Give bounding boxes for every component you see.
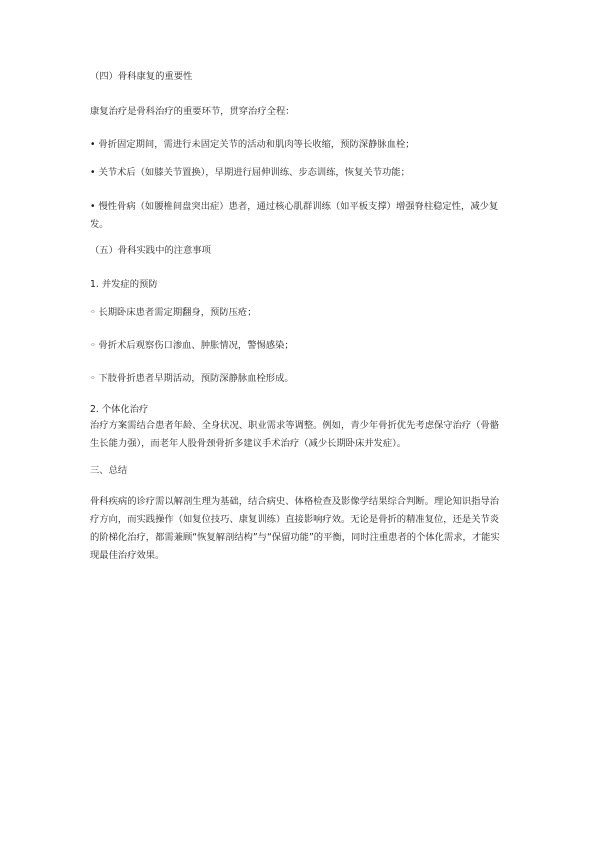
section5-sub2-text: 治疗方案需结合患者年龄、全身状况、职业需求等调整。例如，青少年骨折优先考虑保守治疗（骨骼生长能力强），而老年人股骨颈骨折多建议手术治疗（减少长期卧床并发症）。 xyxy=(90,420,500,449)
section4-bullet-1: • 骨折固定期间，需进行未固定关节的活动和肌肉等长收缩，预防深静脉血栓； xyxy=(90,139,415,150)
section5-heading: （五）骨科实践中的注意事项 xyxy=(90,245,211,256)
section5-sub1-item-2: ◦ 骨折术后观察伤口渗血、肿胀情况，警惕感染； xyxy=(90,340,294,351)
section4-intro: 康复治疗是骨科治疗的重要环节，贯穿治疗全程： xyxy=(90,106,295,117)
section5-sub2-title: 2. 个体化治疗 xyxy=(90,404,149,415)
summary-heading: 三、总结 xyxy=(90,465,128,476)
section5-sub1-item-3: ◦ 下肢骨折患者早期活动，预防深静脉血栓形成。 xyxy=(90,373,294,384)
section4-heading: （四）骨科康复的重要性 xyxy=(90,71,193,82)
section4-bullet-2: • 关节术后（如膝关节置换），早期进行屈伸训练、步态训练，恢复关节功能； xyxy=(90,167,410,178)
section5-sub1-item-1: ◦ 长期卧床患者需定期翻身，预防压疮； xyxy=(90,307,257,318)
section5-sub1-title: 1. 并发症的预防 xyxy=(90,279,158,290)
summary-text: 骨科疾病的诊疗需以解剖生理为基础，结合病史、体格检查及影像学结果综合判断。理论知识指导治疗方向，而实践操作（如复位技巧、康复训练）直接影响疗效。无论是骨折的精准复位，还是关节炎的阶梯化治疗，都需兼顾“恢复解剖结构”与“保留功能”的平衡，同时注重患者的个体化需求，才能实现最佳治疗效果。 xyxy=(90,496,500,561)
section4-bullet-3: • 慢性骨病（如腰椎间盘突出症）患者，通过核心肌群训练（如平板支撑）增强脊柱稳定性，减少复发。 xyxy=(90,201,499,230)
